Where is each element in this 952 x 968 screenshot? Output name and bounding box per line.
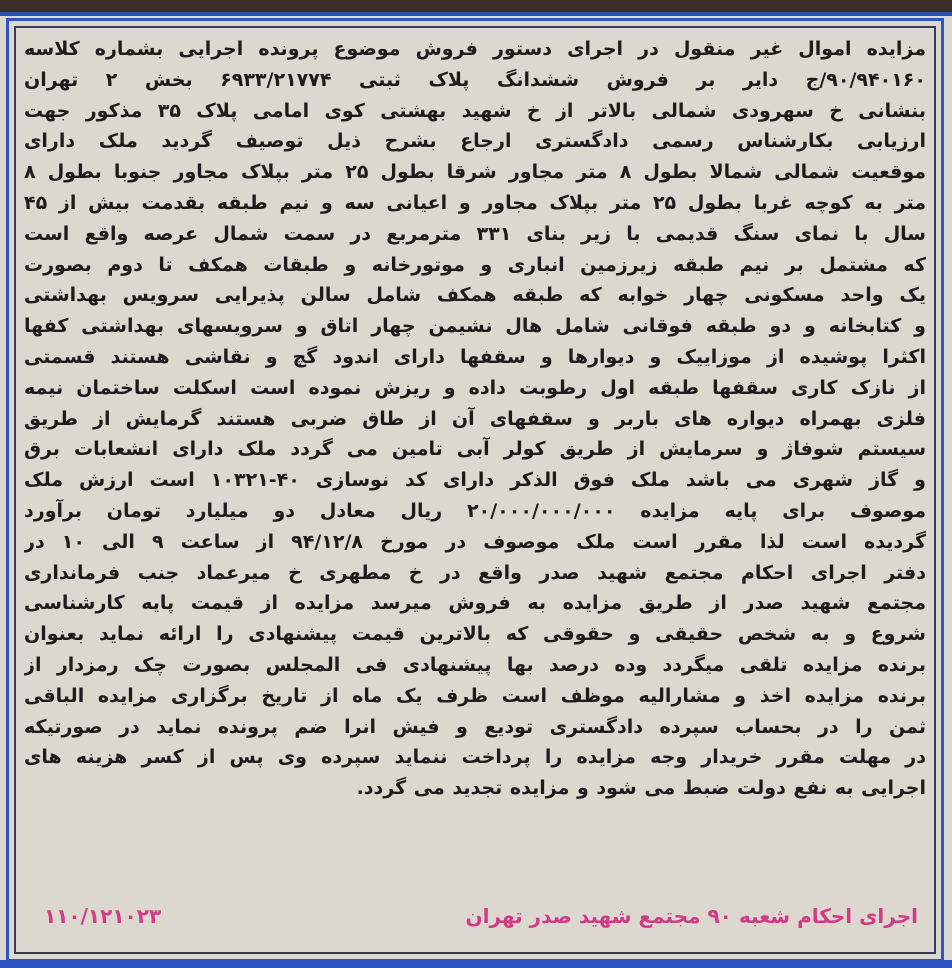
notice-line: برنده مزایده تلقی میگردد وده درصد بها پیشنهادی فی المجلس بصورت چک رمزدار از [24, 653, 926, 676]
notice-line: که مشتمل بر نیم طبقه زیرزمین انباری و موتورخانه و طبقات همکف تا دوم بصورت [24, 253, 926, 276]
notice-line: دفتر اجرای احکام مجتمع شهید صدر واقع در خ مطهری خ میرعماد جنب فرمانداری [24, 561, 926, 584]
notice-line: شروع و به شخص حقیقی و حقوقی که بالاترین قیمت پیشنهادی را ارائه نماید بعنوان [24, 623, 926, 646]
auction-notice-body [24, 34, 926, 908]
notice-line: گردیده است لذا مقرر است ملک موصوف در مورخ ۹۴/۱۲/۸ از ساعت ۹ الی ۱۰ در [24, 530, 926, 553]
notice-line: یک واحد مسکونی چهار خوابه که طبقه همکف شامل سالن پذیرایی سرویس بهداشتی [24, 284, 926, 307]
notice-line: مجتمع شهید صدر از طریق مزایده به فروش میرسد مزایده از قیمت پایه کارشناسی [24, 592, 926, 615]
notice-code: ۱۱۰/۱۲۱۰۲۳ [44, 904, 162, 928]
notice-line: بنشانی خ سهرودی شمالی بالاتر از خ شهید بهشتی کوی امامی پلاک ۳۵ مذکور جهت [24, 99, 926, 122]
notice-line: برنده مزایده اخذ و مشارالیه موظف است ظرف یک ماه از تاریخ برگزاری مزایده الباقی [24, 684, 926, 707]
notice-line: ثمن را در بحساب سپرده دادگستری تودیع و فیش انرا ضم پرونده نماید در صورتیکه [24, 715, 926, 738]
notice-line: و گاز شهری می باشد ملک فوق الذکر دارای کد نوسازی ۴۰-۱۰۳۲۱ است ارزش ملک [24, 469, 926, 492]
top-strip-rule [0, 12, 952, 16]
notice-line: موقعیت شمالی شمالا بطول ۸ متر مجاور شرقا بطول ۲۵ متر بپلاک مجاور جنوبا بطول ۸ [24, 161, 926, 184]
notice-line: سال با نمای سنگ قدیمی با زیر بنای ۳۳۱ مترمربع در سمت شمال عرصه واقع است [24, 222, 926, 245]
notice-line: از نازک کاری سقفها طبقه اول رطوبت داده و ریزش نموده است اسکلت ساختمان نیمه [24, 376, 926, 399]
bottom-border [0, 960, 952, 968]
notice-line: ۹۰/۹۴۰۱۶۰/ج دایر بر فروش ششدانگ پلاک ثبتی ۶۹۳۳/۲۱۷۷۴ بخش ۲ تهران [24, 68, 926, 91]
notice-line: متر به کوچه غربا بطول ۲۵ متر بپلاک مجاور و اعیانی سه و نیم طبقه بقدمت بیش از ۴۵ [24, 191, 926, 214]
notice-footer [24, 900, 926, 936]
issuer-signature: اجرای احکام شعبه ۹۰ مجتمع شهید صدر تهران [465, 904, 918, 928]
notice-line: فلزی بهمراه دیواره های باربر و سقفهای آن از طاق ضربی هستند گرمایش از طریق [24, 407, 926, 430]
notice-line: در مهلت مقرر خریدار وجه مزایده را پرداخت ننماید سپرده وی پس از کسر هزینه های [24, 746, 926, 769]
notice-line: اکثرا پوشیده از موزاییک و دیوارها و سقفها دارای اندود گچ و نقاشی هستند قسمتی [24, 345, 926, 368]
notice-line-last: اجرایی به نفع دولت ضبط می شود و مزایده تجدید می گردد. [356, 777, 926, 800]
notice-line: و کتابخانه و دو طبقه فوقانی شامل هال نشیمن چهار اتاق و سرویسهای بهداشتی کفها [24, 315, 926, 338]
notice-line: ارزیابی بکارشناس رسمی دادگستری ارجاع بشرح ذیل توصیف گردید ملک دارای [24, 130, 926, 153]
notice-line: سیستم شوفاژ و سرمایش از طریق کولر آبی تامین می گردد ملک دارای انشعابات برق [24, 438, 926, 461]
notice-line: مزایده اموال غیر منقول در اجرای دستور فروش موضوع پرونده اجرایی بشماره کلاسه [24, 38, 926, 60]
notice-line: موصوف برای پایه مزایده ۲۰/۰۰۰/۰۰۰/۰۰۰ ریال معادل دو میلیارد تومان برآورد [24, 499, 926, 522]
